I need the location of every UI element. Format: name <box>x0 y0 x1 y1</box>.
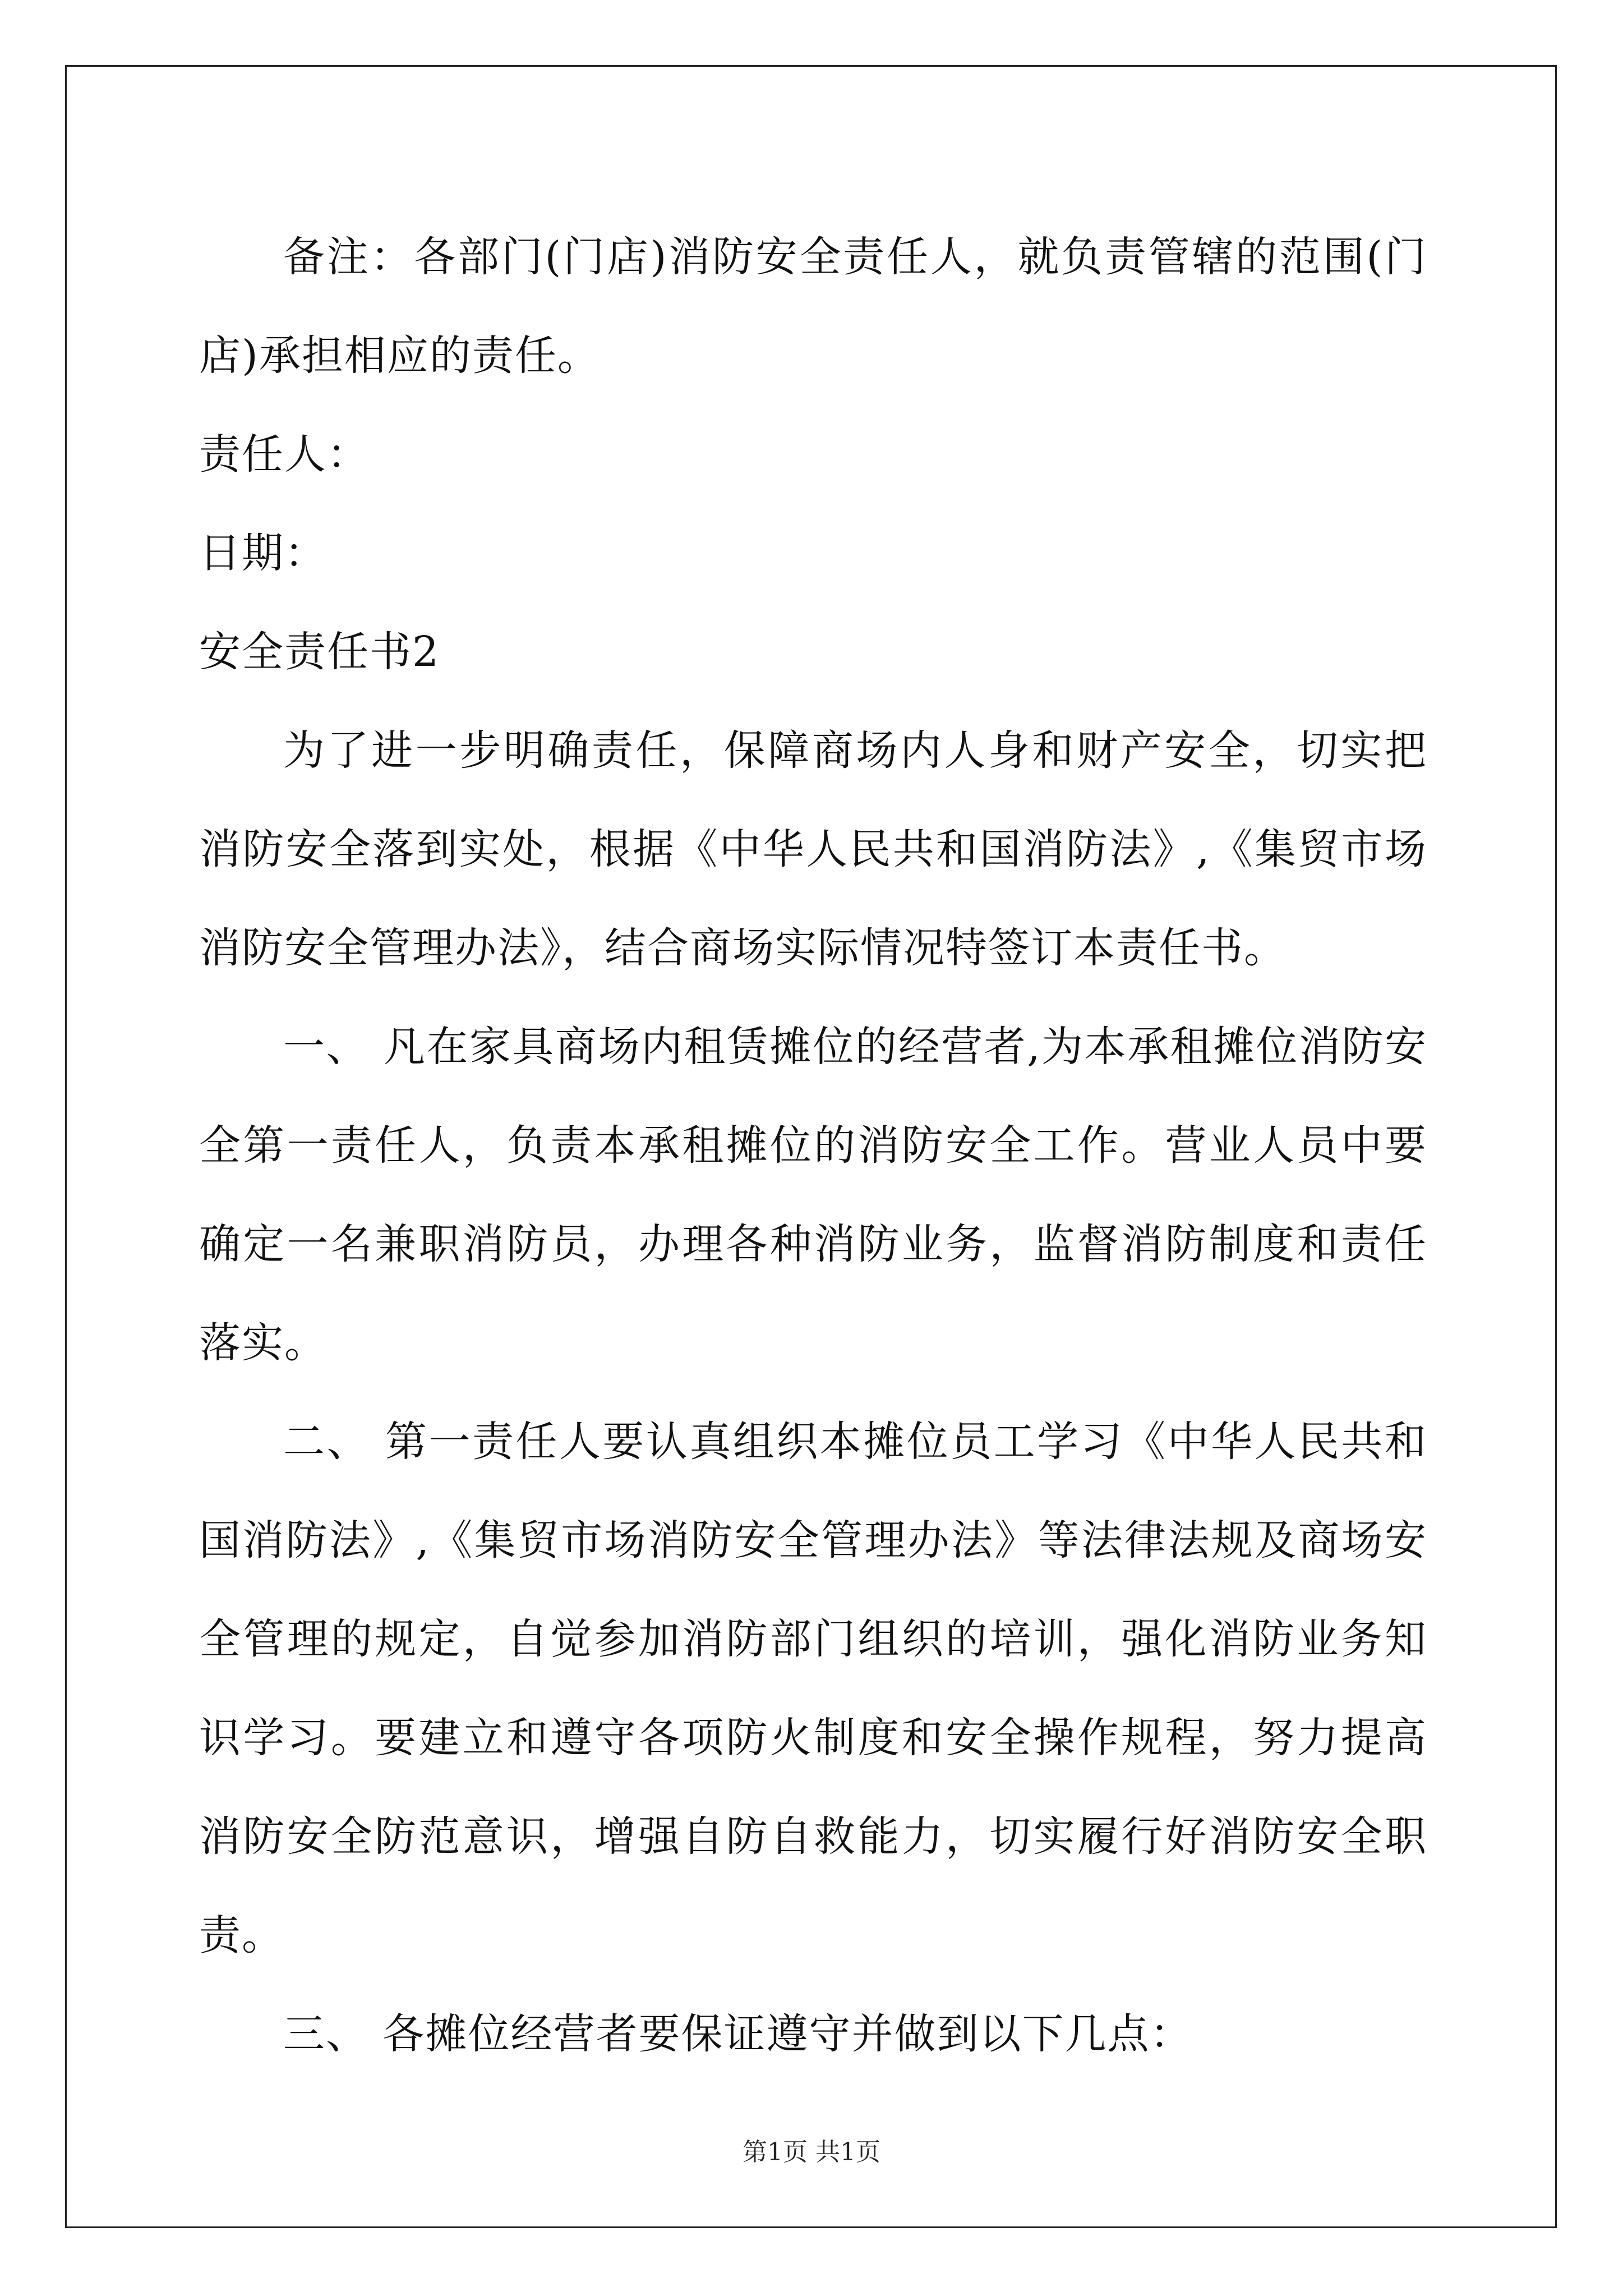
clause-1-paragraph: 一、 凡在家具商场内租赁摊位的经营者,为本承租摊位消防安全第一责任人，负责本承租摊位的消防安全工作。营业人员中要确定一名兼职消防员，办理各种消防业务，监督消防制度和责任落实。 <box>199 1023 1427 1367</box>
responsible-person-label: 责任人： <box>199 430 370 478</box>
document-body <box>199 208 1427 2083</box>
date-label: 日期： <box>199 529 327 577</box>
intro-paragraph: 为了进一步明确责任，保障商场内人身和财产安全，切实把消防安全落到实处，根据《中华人民共和国消防法》,《集贸市场消防安全管理办法》，结合商场实际情况特签订本责任书。 <box>199 726 1427 972</box>
section-title: 安全责任书2 <box>199 628 440 676</box>
page-footer: 第1页 共1页 <box>743 2138 880 2166</box>
clause-2-paragraph: 二、 第一责任人要认真组织本摊位员工学习《中华人民共和国消防法》,《集贸市场消防安全管理办法》等法律法规及商场安全管理的规定，自觉参加消防部门组织的培训，强化消防业务知识学习。要建立和遵守各项防火制度和安全操作规程，努力提高消防安全防范意识，增强自防自救能力，切实履行好消防安全职责。 <box>199 1418 1427 1959</box>
note-paragraph: 备注：各部门(门店)消防安全责任人，就负责管辖的范围(门店)承担相应的责任。 <box>199 233 1427 380</box>
clause-3-paragraph: 三、 各摊位经营者要保证遵守并做到以下几点： <box>283 2010 1193 2058</box>
